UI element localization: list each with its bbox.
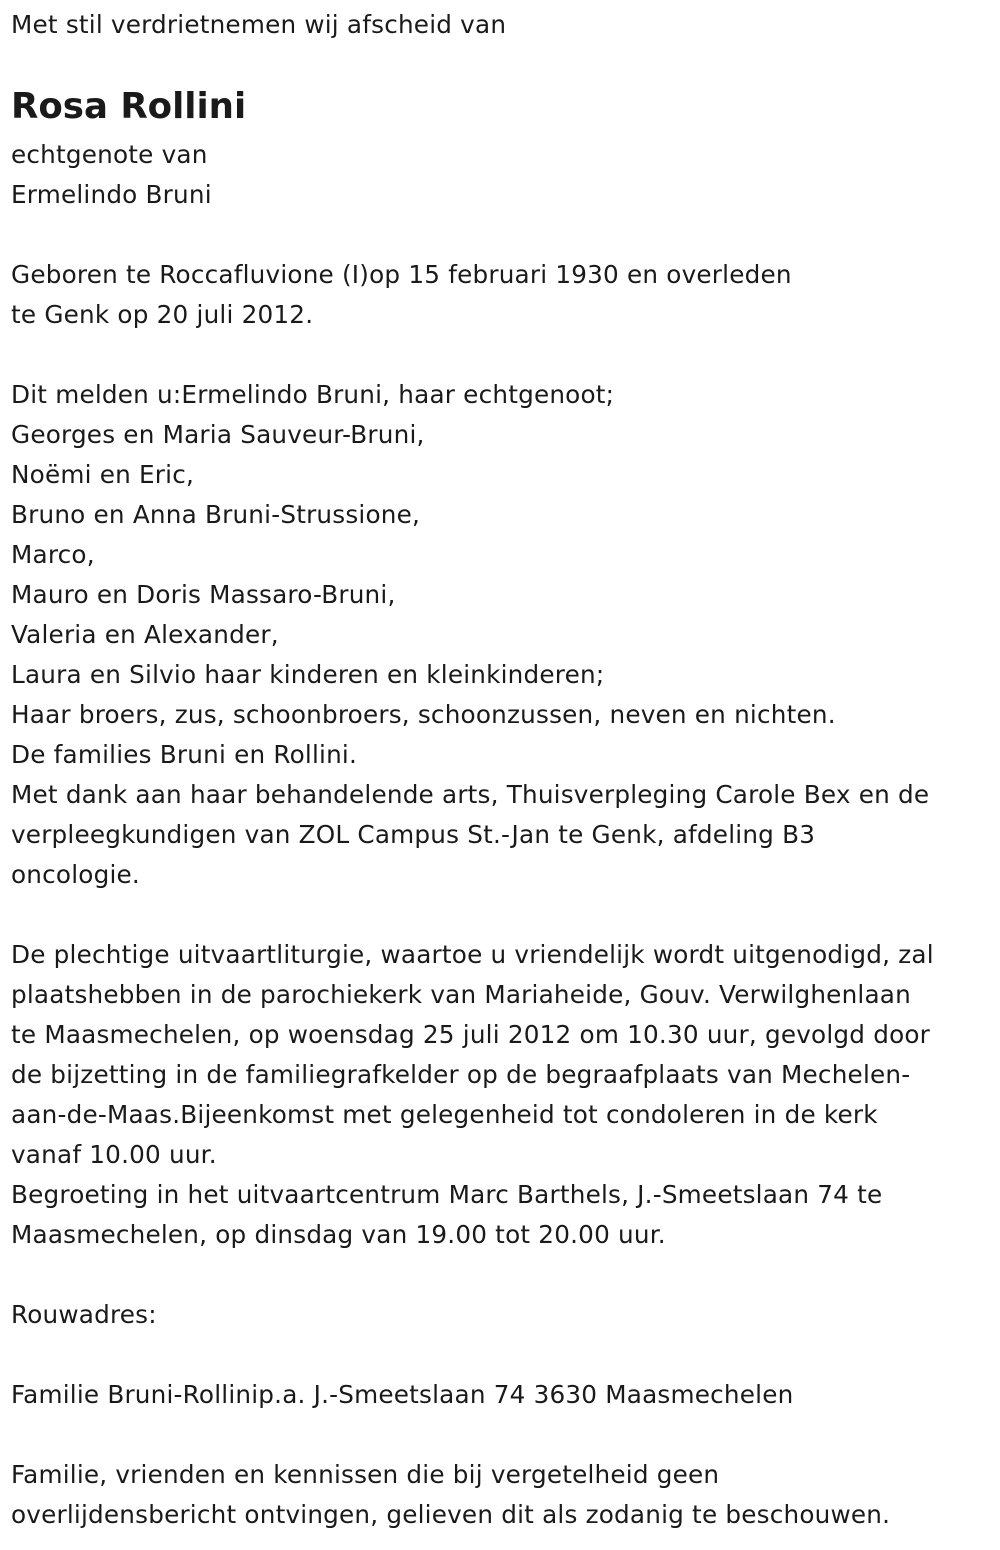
address-line: Familie Bruni-Rollinip.a. J.-Smeetslaan 74 3630 Maasmechelen xyxy=(11,1380,794,1409)
funeral-line: De plechtige uitvaartliturgie, waartoe u vriendelijk wordt uitgenodigd, zal xyxy=(11,940,934,969)
family-line: Laura en Silvio haar kinderen en kleinkinderen; xyxy=(11,660,605,689)
family-line: Haar broers, zus, schoonbroers, schoonzussen, neven en nichten. xyxy=(11,700,836,729)
family-line: Valeria en Alexander, xyxy=(11,620,279,649)
family-line: Dit melden u:Ermelindo Bruni, haar echtgenoot; xyxy=(11,380,615,409)
paragraph-gap xyxy=(11,1415,993,1455)
funeral-line: te Maasmechelen, op woensdag 25 juli 2012 om 10.30 uur, gevolgd door xyxy=(11,1020,931,1049)
obituary-notice xyxy=(11,0,993,1535)
funeral-line: plaatshebben in de parochiekerk van Mariaheide, Gouv. Verwilghenlaan xyxy=(11,980,911,1009)
closing-line: Familie, vrienden en kennissen die bij vergetelheid geen xyxy=(11,1460,720,1489)
paragraph-gap xyxy=(11,335,993,375)
funeral-line: Begroeting in het uitvaartcentrum Marc Barthels, J.-Smeetslaan 74 te xyxy=(11,1180,883,1209)
spouse-line: echtgenote van xyxy=(11,140,208,169)
family-line: Georges en Maria Sauveur-Bruni, xyxy=(11,420,425,449)
funeral-line: aan-de-Maas.Bijeenkomst met gelegenheid tot condoleren in de kerk xyxy=(11,1100,878,1129)
family-line: De families Bruni en Rollini. xyxy=(11,740,358,769)
deceased-name: Rosa Rollini xyxy=(11,86,247,127)
paragraph-gap xyxy=(11,1255,993,1295)
family-line: Noëmi en Eric, xyxy=(11,460,195,489)
paragraph-gap xyxy=(11,1335,993,1375)
paragraph-gap xyxy=(11,895,993,935)
family-line: Marco, xyxy=(11,540,95,569)
family-line: oncologie. xyxy=(11,860,140,889)
birth-death-line: Geboren te Roccafluvione (I)op 15 februari 1930 en overleden xyxy=(11,260,792,289)
funeral-line: Maasmechelen, op dinsdag van 19.00 tot 20.00 uur. xyxy=(11,1220,666,1249)
family-line: verpleegkundigen van ZOL Campus St.-Jan te Genk, afdeling B3 xyxy=(11,820,816,849)
funeral-line: vanaf 10.00 uur. xyxy=(11,1140,217,1169)
closing-line: overlijdensbericht ontvingen, gelieven dit als zodanig te beschouwen. xyxy=(11,1500,891,1529)
spouse-line: Ermelindo Bruni xyxy=(11,180,212,209)
family-line: Met dank aan haar behandelende arts, Thuisverpleging Carole Bex en de xyxy=(11,780,930,809)
family-line: Bruno en Anna Bruni-Strussione, xyxy=(11,500,421,529)
funeral-line: de bijzetting in de familiegrafkelder op de begraafplaats van Mechelen- xyxy=(11,1060,911,1089)
paragraph-gap xyxy=(11,215,993,255)
address-label: Rouwadres: xyxy=(11,1300,157,1329)
birth-death-line: te Genk op 20 juli 2012. xyxy=(11,300,314,329)
family-line: Mauro en Doris Massaro-Bruni, xyxy=(11,580,396,609)
intro-text: Met stil verdrietnemen wij afscheid van xyxy=(11,10,507,39)
